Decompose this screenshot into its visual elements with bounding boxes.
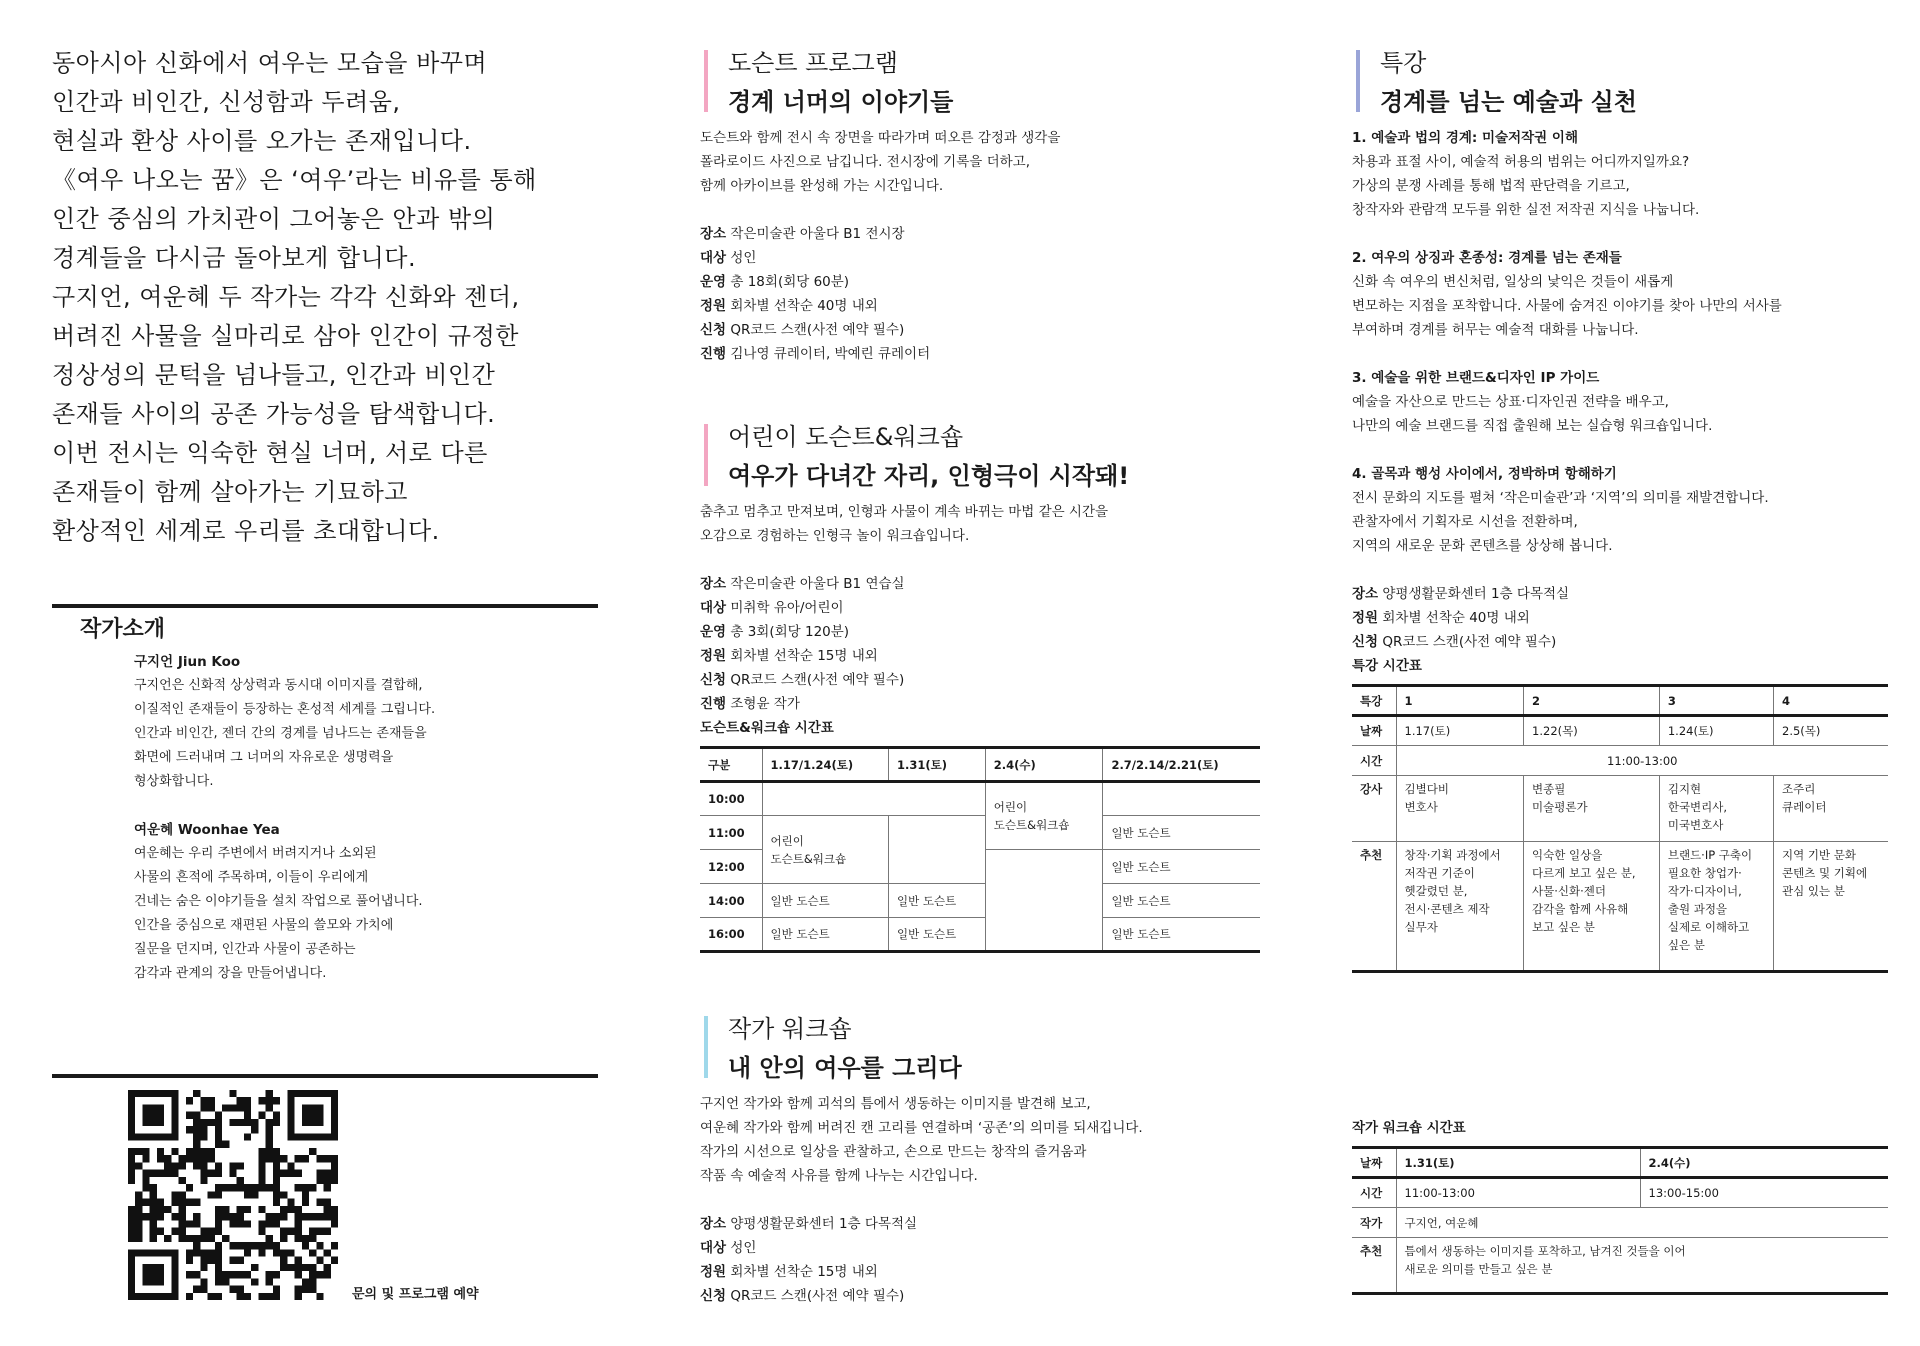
lecture-topic [1352,126,1888,222]
info-list [700,572,1260,716]
desc-line: 관찰자에서 기획자로 시선을 전환하며, [1352,514,1578,530]
date-cell: 2.4(수) [1640,1148,1888,1178]
time-cell: 11:00 [700,816,762,850]
docent-program-section [700,44,1260,366]
desc-line: 전시 문화의 지도를 펼쳐 ‘작은미술관’과 ‘지역’의 의미를 재발견합니다. [1352,490,1769,506]
intro-line: 《여우 나오는 꿈》은 ‘여우’라는 비유를 통해 [52,166,537,194]
info-list [700,1212,1260,1308]
lecture-topic [1352,366,1888,438]
general-cell: 일반 도슨트 [1103,816,1260,850]
info-row: 정원 회차별 선착순 15명 내외 [700,1264,878,1280]
time-cell: 16:00 [700,918,762,952]
section-desc [700,500,1260,548]
table-caption: 특강 시간표 [1352,658,1422,674]
intro-line: 인간과 비인간, 신성함과 두려움, [52,88,401,116]
speaker-cell: 변종필 미술평론가 [1524,776,1660,842]
desc-line: 지역의 새로운 문화 콘텐츠를 상상해 봅니다. [1352,538,1613,554]
col-header: 1 [1396,686,1524,716]
general-cell: 일반 도슨트 [1103,850,1260,884]
section-desc [700,1092,1260,1188]
row-label: 날짜 [1352,1148,1396,1178]
info-row: 신청 QR코드 스캔(사전 예약 필수) [700,672,905,688]
docent-schedule-table [700,746,1260,953]
col-header: 2 [1524,686,1660,716]
lecture-topic [1352,462,1888,558]
artist-name: 여운혜 Woonhae Yea [134,822,280,838]
row-label: 강사 [1352,776,1396,842]
bio-line: 인간을 중심으로 재편된 사물의 쓸모와 가치에 [134,918,394,933]
intro-line: 버려진 사물을 실마리로 삼아 인간이 규정한 [52,322,519,350]
bio-line: 질문을 던지며, 인간과 사물이 공존하는 [134,942,356,957]
kids-program-cell: 어린이 도슨트&워크숍 [762,816,888,884]
row-label: 날짜 [1352,716,1396,746]
info-row: 정원 회차별 선착순 40명 내외 [1352,610,1530,626]
time-cell: 11:00-13:00 [1396,1178,1640,1208]
desc-line: 폴라로이드 사진으로 남깁니다. 전시장에 기록을 더하고, [700,154,1030,170]
empty-cell [985,850,1103,952]
date-cell: 1.17(토) [1396,716,1524,746]
recommend-cell: 지역 기반 문화 콘텐츠 및 기획에 관심 있는 분 [1782,848,1868,898]
info-row: 정원 회차별 선착순 40명 내외 [700,298,878,314]
bio-line: 인간과 비인간, 젠더 간의 경계를 넘나드는 존재들을 [134,726,427,741]
desc-line: 창작자와 관람객 모두를 위한 실전 저작권 지식을 나눕니다. [1352,202,1700,218]
recommend-cell: 브랜드·IP 구축이 필요한 창업가· 작가·디자이너, 출원 과정을 실제로 이해하고 싶은 분 [1659,842,1773,972]
section-heading [700,1010,1260,1088]
intro-line: 존재들 사이의 공존 가능성을 탐색합니다. [52,400,496,428]
accent-bar [704,424,708,486]
empty-cell [888,816,985,884]
desc-line: 여운혜 작가와 함께 버려진 캔 고리를 연결하며 ‘공존’의 의미를 되새깁니다. [700,1120,1143,1136]
row-label: 시간 [1352,1178,1396,1208]
bio-line: 여운혜는 우리 주변에서 버려지거나 소외된 [134,846,377,861]
desc-line: 신화 속 여우의 변신처럼, 일상의 낯익은 것들이 새롭게 [1352,274,1674,290]
info-row: 운영 총 18회(회당 60분) [700,274,850,290]
row-label: 작가 [1352,1208,1396,1238]
accent-bar [704,50,708,112]
speaker-cell: 김별다비 변호사 [1396,776,1524,842]
desc-line: 작품 속 예술적 사유를 함께 나누는 시간입니다. [700,1168,978,1184]
date-cell: 1.31(토) [1396,1148,1640,1178]
info-row: 운영 총 3회(회당 120분) [700,624,850,640]
info-row: 대상 성인 [700,250,757,266]
kids-program-cell: 어린이 도슨트&워크숍 [985,782,1103,850]
info-row: 신청 QR코드 스캔(사전 예약 필수) [700,1288,905,1304]
desc-line: 가상의 분쟁 사례를 통해 법적 판단력을 기르고, [1352,178,1630,194]
bio-line: 이질적인 존재들이 등장하는 혼성적 세계를 그립니다. [134,702,436,717]
accent-bar [1356,50,1360,112]
empty-cell [762,782,985,816]
date-cell: 1.24(토) [1659,716,1773,746]
date-cell: 2.5(목) [1774,716,1889,746]
topic-heading: 4. 골목과 행성 사이에서, 정박하며 항해하기 [1352,466,1617,482]
intro-line: 환상적인 세계로 우리를 초대합니다. [52,517,440,545]
desc-line: 작가의 시선으로 일상을 관찰하고, 손으로 만드는 창작의 즐거움과 [700,1144,1087,1160]
time-cell: 12:00 [700,850,762,884]
info-row: 진행 김나영 큐레이터, 박예린 큐레이터 [700,346,931,362]
artists-title: 작가소개 [80,617,166,642]
artist-name: 구지언 Jiun Koo [134,654,241,670]
section-label: 어린이 도슨트&워크숍 [728,423,963,451]
bio-line: 구지언은 신화적 상상력과 동시대 이미지를 결합해, [134,678,423,693]
info-row: 장소 양평생활문화센터 1층 다목적실 [700,1216,918,1232]
recommend-cell: 창작·기획 과정에서 저작권 기준이 헷갈렸던 분, 전시·콘텐츠 제작 실무자 [1396,842,1524,972]
desc-line: 구지언 작가와 함께 괴석의 틈에서 생동하는 이미지를 발견해 보고, [700,1096,1091,1112]
col-header: 1.17/1.24(토) [762,748,888,782]
artist-workshop-table [1352,1146,1888,1295]
info-row: 정원 회차별 선착순 15명 내외 [700,648,878,664]
section-label: 특강 [1380,49,1427,77]
time-cell: 11:00-13:00 [1396,746,1888,776]
artist-bio-yea [134,818,554,986]
col-header: 2.4(수) [985,748,1103,782]
col-header: 4 [1774,686,1889,716]
info-row: 장소 작은미술관 아울다 B1 전시장 [700,226,905,242]
section-label: 작가 워크숍 [728,1015,852,1043]
intro-line: 구지언, 여운혜 두 작가는 각각 신화와 젠더, [52,283,520,311]
intro-line: 현실과 환상 사이를 오가는 존재입니다. [52,127,472,155]
desc-line: 차용과 표절 사이, 예술적 허용의 범위는 어디까지일까요? [1352,154,1690,170]
general-cell: 일반 도슨트 [1103,884,1260,918]
speaker-cell: 김지현 한국변리사, 미국변호사 [1659,776,1773,842]
general-cell: 일반 도슨트 [762,918,888,952]
desc-line: 부여하며 경계를 허무는 예술적 대화를 나눕니다. [1352,322,1639,338]
row-label: 추천 [1352,842,1396,972]
intro-line: 이번 전시는 익숙한 현실 너머, 서로 다른 [52,439,488,467]
table-caption: 도슨트&워크숍 시간표 [700,720,834,736]
general-cell: 일반 도슨트 [762,884,888,918]
info-row: 신청 QR코드 스캔(사전 예약 필수) [700,322,905,338]
bio-line: 사물의 흔적에 주목하며, 이들이 우리에게 [134,870,369,885]
info-row: 신청 QR코드 스캔(사전 예약 필수) [1352,634,1557,650]
general-cell: 일반 도슨트 [888,918,985,952]
recommend-cell: 틈에서 생동하는 이미지를 포착하고, 남겨진 것들을 이어 새로운 의미를 만들고 싶은 분 [1404,1244,1686,1276]
intro-line: 동아시아 신화에서 여우는 모습을 바꾸며 [52,49,488,77]
desc-line: 변모하는 지점을 포착합니다. 사물에 숨겨진 이야기를 찾아 나만의 서사를 [1352,298,1782,314]
artist-workshop-section [700,1010,1260,1308]
section-heading [700,418,1260,496]
intro-text [52,44,612,551]
bio-line: 화면에 드러내며 그 너머의 자유로운 생명력을 [134,750,394,765]
row-label: 시간 [1352,746,1396,776]
desc-line: 나만의 예술 브랜드를 직접 출원해 보는 실습형 워크숍입니다. [1352,418,1713,434]
accent-bar [704,1016,708,1078]
section-title: 경계를 넘는 예술과 실천 [1380,88,1637,116]
artist-cell: 구지언, 여운혜 [1396,1208,1888,1238]
intro-line: 존재들이 함께 살아가는 기묘하고 [52,478,408,506]
lecture-topic [1352,246,1888,342]
section-heading [1352,44,1888,122]
general-cell: 일반 도슨트 [888,884,985,918]
desc-line: 예술을 자산으로 만드는 상표·디자인권 전략을 배우고, [1352,394,1669,410]
info-list [1352,582,1888,654]
bio-line: 형상화합니다. [134,774,214,789]
bio-line: 건네는 숨은 이야기들을 설치 작업으로 풀어냅니다. [134,894,423,909]
intro-line: 경계들을 다시금 돌아보게 합니다. [52,244,417,272]
section-title: 여우가 다녀간 자리, 인형극이 시작돼! [728,462,1130,490]
divider [52,604,598,608]
time-cell: 13:00-15:00 [1640,1178,1888,1208]
info-row: 대상 미취학 유아/어린이 [700,600,844,616]
info-row: 장소 작은미술관 아울다 B1 연습실 [700,576,905,592]
time-cell: 14:00 [700,884,762,918]
col-header: 1.31(토) [888,748,985,782]
col-header: 2.7/2.14/2.21(토) [1103,748,1260,782]
recommend-cell: 익숙한 일상을 다르게 보고 싶은 분, 사물·신화·젠더 감각을 함께 사유해 보고 싶은 분 [1524,842,1660,972]
qr-code[interactable] [128,1090,338,1300]
lecture-schedule-table [1352,684,1888,973]
section-title: 내 안의 여우를 그리다 [728,1054,962,1082]
desc-line: 도슨트와 함께 전시 속 장면을 따라가며 떠오른 감정과 생각을 [700,130,1061,146]
section-heading [700,44,1260,122]
bio-line: 감각과 관계의 장을 만들어냅니다. [134,966,327,981]
topic-heading: 1. 예술과 법의 경계: 미술저작권 이해 [1352,130,1578,146]
table-caption: 작가 워크숍 시간표 [1352,1120,1466,1136]
col-header: 3 [1659,686,1773,716]
speaker-cell: 조주리 큐레이터 [1774,776,1889,842]
section-title: 경계 너머의 이야기들 [728,88,954,116]
general-cell: 일반 도슨트 [1103,918,1260,952]
row-label: 추천 [1352,1238,1396,1294]
section-desc [700,126,1260,198]
time-cell: 10:00 [700,782,762,816]
artist-workshop-table-section [1352,1116,1888,1295]
desc-line: 춤추고 멈추고 만져보며, 인형과 사물이 계속 바뀌는 마법 같은 시간을 [700,504,1109,520]
topic-heading: 3. 예술을 위한 브랜드&디자인 IP 가이드 [1352,370,1600,386]
info-row: 장소 양평생활문화센터 1층 다목적실 [1352,586,1570,602]
lecture-section [1352,44,1888,973]
section-label: 도슨트 프로그램 [728,49,898,77]
qr-caption: 문의 및 프로그램 예약 [352,1287,479,1302]
date-cell: 1.22(목) [1524,716,1660,746]
info-row: 대상 성인 [700,1240,757,1256]
col-header: 특강 [1352,686,1396,716]
divider [52,1074,598,1078]
intro-line: 인간 중심의 가치관이 그어놓은 안과 밖의 [52,205,496,233]
desc-line: 오감으로 경험하는 인형극 놀이 워크숍입니다. [700,528,970,544]
info-list [700,222,1260,366]
desc-line: 함께 아카이브를 완성해 가는 시간입니다. [700,178,944,194]
topic-heading: 2. 여우의 상징과 혼종성: 경계를 넘는 존재들 [1352,250,1622,266]
empty-cell [1103,782,1260,816]
intro-line: 정상성의 문턱을 넘나들고, 인간과 비인간 [52,361,496,389]
kids-workshop-section [700,418,1260,953]
info-row: 진행 조형윤 작가 [700,696,800,712]
artist-bio-koo [134,650,554,794]
col-header: 구분 [700,748,762,782]
